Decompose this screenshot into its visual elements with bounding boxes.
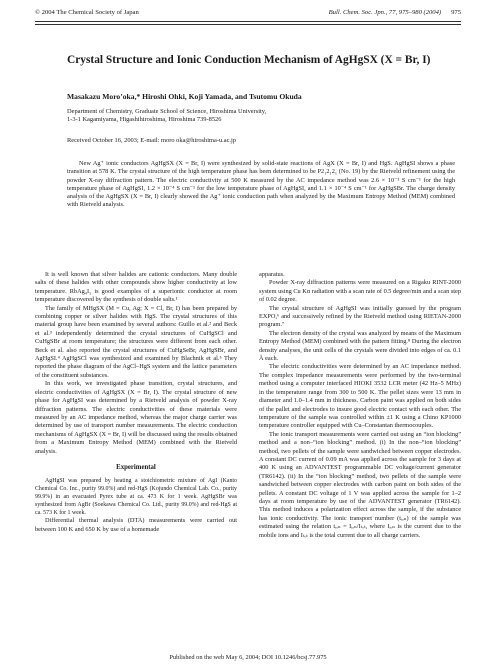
paragraph-intro-1: It is well known that silver halides are cationic conductors. Many double salts of these halides with other compounds show higher conductivity at low temperature. RbAg₄I₅ is good examples of a superionic conductor at room temperature discovered by the synthesis of double salts.¹ (35, 271, 237, 304)
paragraph-intro-3: In this work, we investigated phase transition, crystal structures, and electric conductivities of AgHgSX (X = Br, I). The crystal structure of new phase for AgHgSI was determined by a Rietveld analysis of powder X-ray diffraction patterns. The electric conductivities of these materials were measured by an AC impedance method, whereas the major charge carrier was determined by use of transport number measurements. The electric conduction mechanisms of AgHgSX (X = Br, I) will be discussed using the results obtained from a Maximum Entropy Method (MEM) combined with the Rietveld analysis. (35, 380, 237, 455)
paragraph-intro-2: The family of MHgSX (M = Cu, Ag; X = Cl, Br, I) has been prepared by combining copper or silver halides with HgS. The crystal structures of this material group have been examined by several authors: Guillo et al.² and Beck et al.³ independently determined the crystal structures of CuHgSCl and CuHgSBr at room temperature; the structures were different from each other. Beck et al. also reported the crystal structures of CuHgSeBr, AgHgSBr, and AgHgSI.⁴ AgHgSCl was synthesized and examined by Blachnik et al.⁵ They reported the phase diagram of the AgCl–HgS system and the lattice parameters of the constituent substances. (35, 304, 237, 379)
paragraph-conductivity: The electric conductivities were determined by an AC impedance method. The complex impedance measurements were performed by the two-terminal method using a computer interfaced HIOKI 3532 LCR meter (42 Hz–5 MHz) in the temperature range from 300 to 500 K. The pellet sizes were 13 mm in diameter and 1.0–1.4 mm in thickness. Carbon paint was applied on both sides of the pallet and electrodes to insure good electric contact with each other. The temperature of the sample was controlled within ±1 K using a Chino KP1000 temperature controller equipped with Cu–Constantan thermocouples. (259, 363, 461, 430)
author-list: Masakazu Moro’oka,* Hiroshi Ohki, Koji Yamada, and Tsutomu Okuda (67, 92, 302, 101)
journal-citation (329, 9, 461, 16)
paragraph-transport: The ionic transport measurements were carried out using an “ion blocking” method and a non–“ion blocking” method. (i) In the non–“ion blocking” method, two pellets of the sample were sandwiched between copper electrodes. A constant DC current of 0.09 mA was applied across the sample for 3 days at 400 K using an ADVANTEST programmable DC voltage/current generator (TR6142). (ii) In the “ion blocking” method, two pellets of the sample were sandwiched between copper electrodes with carbon paint on both sides of the pellets. A constant DC voltage of 1 V was applied across the sample for 1–2 days at room temperature by use of the ADVANTEST generator (TR6142). This method induces a polarization effect across the sample, if the substance has ionic conductivity. The ionic transport number (tᵢₒₙ) of the sample was estimated using the relation tᵢₒₙ = Iᵢₒₙ/Iₜₒₜ, where Iᵢₒₙ is the current due to the mobile ions and Iₜₒₜ is the total current due to all charge carriers. (259, 430, 461, 539)
received-date: Received October 16, 2003; E-mail: moro oka@hiroshima-u.ac.jp (67, 137, 236, 144)
paragraph-dta: Differential thermal analysis (DTA) measurements were carried out between 100 K and 650 K by use of a homemade (35, 517, 237, 533)
abstract: New Ag⁺ ionic conductors AgHgSX (X = Br, I) were synthesized by solid-state reactions of AgX (X = Br, I) and HgS. AgHgSI shows a phase transition at 578 K. The crystal structure of the high temperature phase has been determined to be P2₁2₁2₁ (No. 19) by the Rietveld refinement using the powder X-ray diffraction pattern. The electric conductivity at 500 K measured by the AC impedance method was 2.6 × 10⁻³ S cm⁻¹ for the high temperature phase of AgHgSI, 1.2 × 10⁻⁴ S cm⁻¹ for the low temperature phase of AgHgSI, and 1.1 × 10⁻⁴ S cm⁻¹ for AgHgSBr. The charge density analysis of the AgHgSX (X = Br, I) clearly showed the Ag⁺ ionic conduction path when analyzed by the Maximum Entropy Method (MEM) combined with Rietveld analysis. (67, 160, 455, 209)
paragraph-synthesis: AgHgSI was prepared by heating a stoichiometric mixture of AgI (Kanto Chemical Co. Inc., purity 99.0%) and red-HgS (Kojundo Chemical Lab. Co., purity 99.9%) in an evacuated Pyrex tube at ca. 473 K for 1 week. AgHgSBr was synthesized from AgBr (Soekawa Chemical Co. Ltd., purity 99.0%) and red-HgS at ca. 573 K for 1 week. (35, 478, 237, 517)
article-title: Crystal Structure and Ionic Conduction Mechanism of AgHgSX (X = Br, I) (67, 54, 431, 66)
paragraph-apparatus: apparatus. (259, 271, 285, 278)
affiliation-line-1: Department of Chemistry, Graduate School of Science, Hiroshima University, (67, 108, 267, 115)
header-rule (35, 21, 461, 22)
affiliation-line-2: 1-3-1 Kagamiyama, Higashihiroshima, Hiroshima 739-8526 (67, 116, 222, 124)
right-column (259, 271, 461, 540)
section-heading-experimental: Experimental (116, 463, 156, 471)
paragraph-structure-refinement: The crystal structure of AgHgSI was initially guessed by the program EXPO,⁶ and successively refined by the Rietveld method using RIETAN-2000 program.⁷ (259, 304, 461, 329)
left-column (35, 271, 237, 534)
affiliation (67, 108, 266, 125)
publication-footer: Published on the web May 6, 2004; DOI 10.1246/bcsj.77.975 (169, 654, 327, 661)
journal-copyright: © 2004 The Chemical Society of Japan (35, 9, 139, 16)
header-rule-second (35, 24, 461, 25)
paragraph-xrd: Powder X-ray diffraction patterns were measured on a Rigaku RINT-2000 system using Cu Kα radiation with a scan rate of 0.5 degree/min and a scan step of 0.02 degree. (259, 279, 461, 304)
citation-text: Bull. Chem. Soc. Jpn., 77, 975–980 (2004) (328, 9, 442, 16)
paragraph-mem: The electron density of the crystal was analyzed by means of the Maximum Entropy Method (MEM) combined with the pattern fitting.⁸ During the electron density analyses, the unit cells of the crystals were divided into edges of ca. 0.1 Å each. (259, 329, 461, 363)
page-number: 975 (451, 9, 461, 16)
